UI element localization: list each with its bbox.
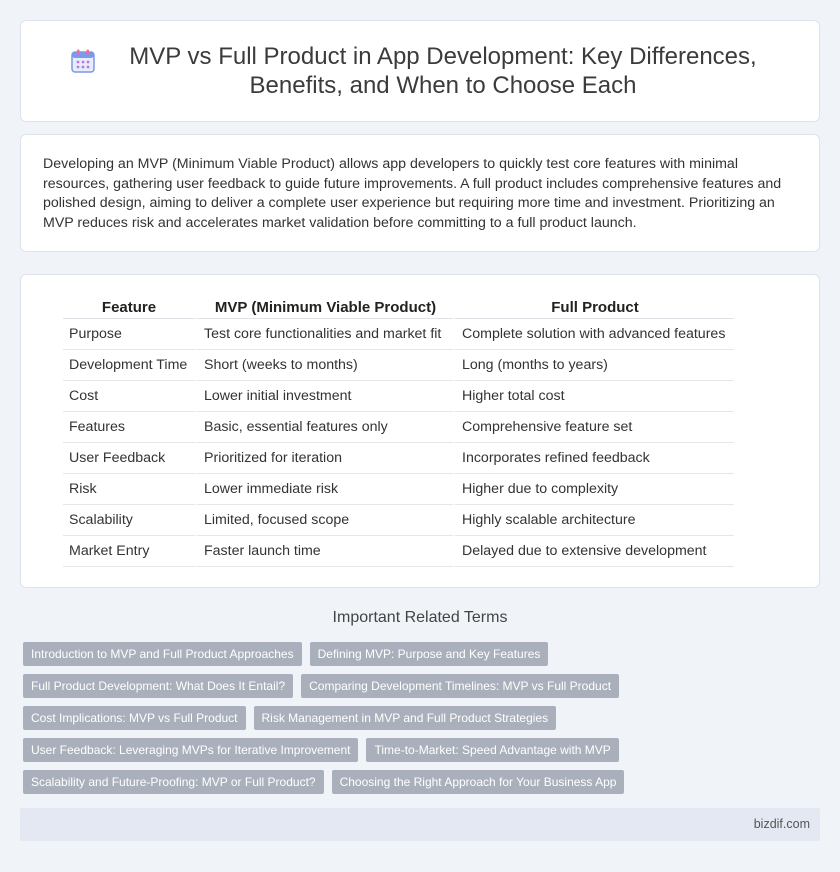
footer bbox=[20, 808, 820, 841]
header-mvp: MVP (Minimum Viable Product) bbox=[195, 297, 453, 319]
table-row bbox=[63, 319, 734, 350]
intro-paragraph: Developing an MVP (Minimum Viable Product) allows app developers to quickly test core features with minimal resources, gathering user feedback to guide future improvements. A full product includes comprehensive features and polished design, aiming to deliver a complete user experience but requiring more time and investment. Prioritizing an MVP reduces risk and accelerates market validation before committing to a full product launch. bbox=[43, 156, 782, 231]
row-full: Complete solution with advanced features bbox=[453, 319, 734, 350]
related-terms-list bbox=[23, 642, 823, 794]
row-feature: User Feedback bbox=[63, 443, 195, 474]
row-full: Delayed due to extensive development bbox=[453, 536, 734, 567]
table-row bbox=[63, 412, 734, 443]
row-full: Higher total cost bbox=[453, 381, 734, 412]
row-full: Long (months to years) bbox=[453, 350, 734, 381]
row-feature: Purpose bbox=[63, 319, 195, 350]
row-mvp: Short (weeks to months) bbox=[195, 350, 453, 381]
row-feature: Features bbox=[63, 412, 195, 443]
calendar-icon bbox=[70, 48, 96, 74]
row-mvp: Limited, focused scope bbox=[195, 505, 453, 536]
table-row bbox=[63, 505, 734, 536]
row-feature: Risk bbox=[63, 474, 195, 505]
related-term-link[interactable]: Risk Management in MVP and Full Product Strategies bbox=[254, 706, 557, 730]
related-term-link[interactable]: Comparing Development Timelines: MVP vs Full Product bbox=[301, 674, 619, 698]
row-feature: Market Entry bbox=[63, 536, 195, 567]
header-feature: Feature bbox=[63, 297, 195, 319]
table-row bbox=[63, 474, 734, 505]
table-row bbox=[63, 350, 734, 381]
related-term-link[interactable]: Introduction to MVP and Full Product Approaches bbox=[23, 642, 302, 666]
row-full: Incorporates refined feedback bbox=[453, 443, 734, 474]
intro-card bbox=[20, 134, 820, 252]
row-full: Highly scalable architecture bbox=[453, 505, 734, 536]
row-mvp: Basic, essential features only bbox=[195, 412, 453, 443]
table-row bbox=[63, 443, 734, 474]
page-title: MVP vs Full Product in App Development: Key Differences, Benefits, and When to Choose Each bbox=[129, 43, 757, 99]
row-mvp: Lower initial investment bbox=[195, 381, 453, 412]
comparison-table bbox=[63, 297, 734, 567]
table-row bbox=[63, 381, 734, 412]
related-term-link[interactable]: Full Product Development: What Does It Entail? bbox=[23, 674, 293, 698]
related-term-link[interactable]: User Feedback: Leveraging MVPs for Iterative Improvement bbox=[23, 738, 358, 762]
related-term-link[interactable]: Scalability and Future-Proofing: MVP or Full Product? bbox=[23, 770, 324, 794]
related-terms-heading: Important Related Terms bbox=[332, 609, 508, 626]
table-header-row bbox=[63, 297, 734, 319]
related-term-link[interactable]: Defining MVP: Purpose and Key Features bbox=[310, 642, 549, 666]
related-term-link[interactable]: Choosing the Right Approach for Your Business App bbox=[332, 770, 625, 794]
row-mvp: Faster launch time bbox=[195, 536, 453, 567]
row-mvp: Lower immediate risk bbox=[195, 474, 453, 505]
row-mvp: Prioritized for iteration bbox=[195, 443, 453, 474]
header-full-product: Full Product bbox=[453, 297, 734, 319]
row-feature: Scalability bbox=[63, 505, 195, 536]
related-term-link[interactable]: Time-to-Market: Speed Advantage with MVP bbox=[366, 738, 618, 762]
row-mvp: Test core functionalities and market fit bbox=[195, 319, 453, 350]
row-feature: Cost bbox=[63, 381, 195, 412]
table-row bbox=[63, 536, 734, 567]
row-full: Comprehensive feature set bbox=[453, 412, 734, 443]
related-term-link[interactable]: Cost Implications: MVP vs Full Product bbox=[23, 706, 246, 730]
footer-site-link[interactable]: bizdif.com bbox=[753, 817, 810, 831]
row-feature: Development Time bbox=[63, 350, 195, 381]
row-full: Higher due to complexity bbox=[453, 474, 734, 505]
title-card bbox=[20, 20, 820, 122]
comparison-card bbox=[20, 274, 820, 588]
